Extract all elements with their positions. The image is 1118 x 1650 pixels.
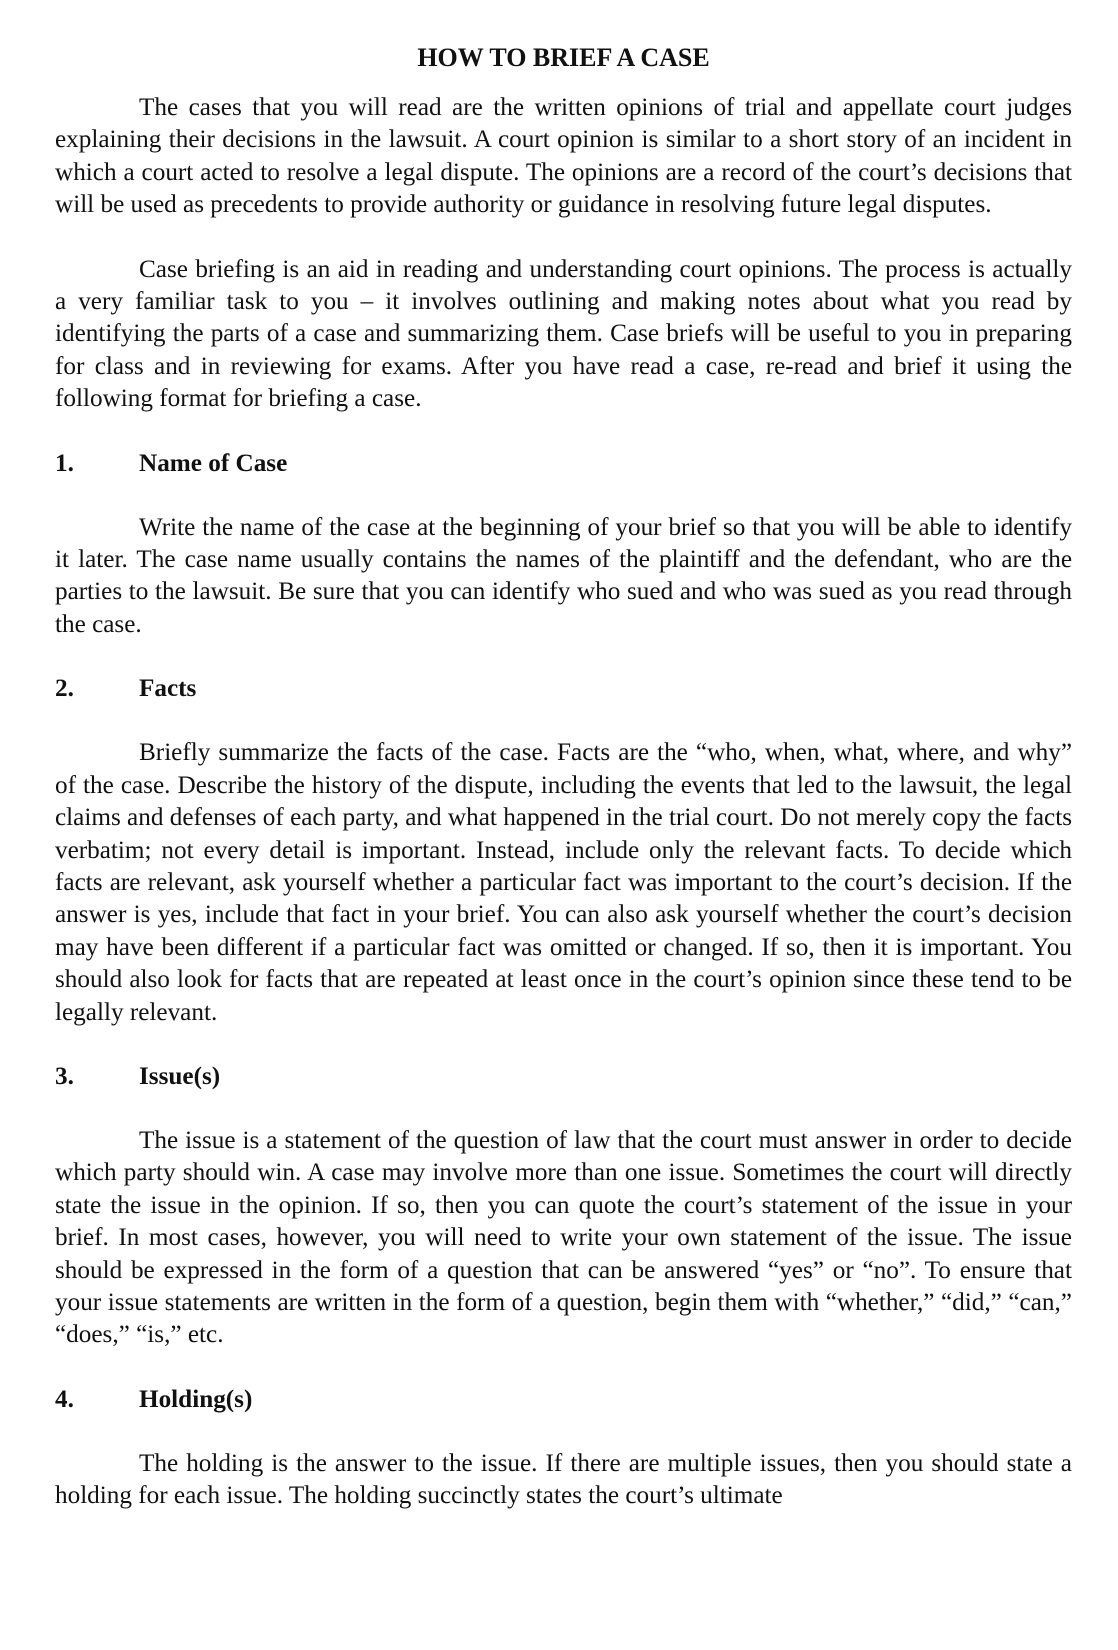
section-paragraph-issues: The issue is a statement of the question of law that the court must answer in order to decide which party should win. A case may involve more than one issue. Sometimes the court will directly state the issue in the opinion. If so, then you can quote the court’s statement of the issue in your brief. In most cases, however, you will need to write your own statement of the issue. The issue should be expressed in the form of a question that can be answered “yes” or “no”. To ensure that your issue statements are written in the form of a question, begin them with “whether,” “did,” “can,” “does,” “is,” etc. <box>55 1126 1072 1349</box>
section-number: 4. <box>55 1385 74 1413</box>
section-title: Holding(s) <box>139 1385 253 1413</box>
section-number: 3. <box>55 1062 74 1090</box>
section-heading-holdings <box>55 1384 1072 1416</box>
section-title: Facts <box>139 675 197 703</box>
section-heading-name-of-case <box>55 448 1072 480</box>
intro-paragraph-1: The cases that you will read are the written opinions of trial and appellate court judges explaining their decisions in the lawsuit. A court opinion is similar to a short story of an incident in which a court acted to resolve a legal dispute. The opinions are a record of the court’s decisions that will be used as precedents to provide authority or guidance in resolving future legal disputes. <box>55 94 1072 219</box>
section-paragraph-holdings: The holding is the answer to the issue. If there are multiple issues, then you should state a holding for each issue. The holding succinctly states the court’s ultimate <box>55 1449 1072 1510</box>
section-number: 1. <box>55 449 74 477</box>
section-title: Name of Case <box>139 449 288 477</box>
section-number: 2. <box>55 675 74 703</box>
section-paragraph-name-of-case: Write the name of the case at the beginning of your brief so that you will be able to identify it later. The case name usually contains the names of the plaintiff and the defendant, who are the parties to the lawsuit. Be sure that you can identify who sued and who was sued as you read through the case. <box>55 513 1072 638</box>
intro-paragraph-2: Case briefing is an aid in reading and understanding court opinions. The process is actually a very familiar task to you – it involves outlining and making notes about what you read by identifying the parts of a case and summarizing them. Case briefs will be useful to you in preparing for class and in reviewing for exams. After you have read a case, re-read and brief it using the following format for briefing a case. <box>55 255 1072 413</box>
section-heading-facts <box>55 673 1072 705</box>
section-heading-issues <box>55 1061 1072 1093</box>
document-page <box>55 42 1072 1513</box>
document-title: HOW TO BRIEF A CASE <box>417 43 710 72</box>
section-paragraph-facts: Briefly summarize the facts of the case. Facts are the “who, when, what, where, and why” of the case. Describe the history of the dispute, including the events that led to the lawsuit, the legal claims and defenses of each party, and what happened in the trial court. Do not merely copy the facts verbatim; not every detail is important. Instead, include only the relevant facts. To decide which facts are relevant, ask yourself whether a particular fact was important to the court’s decision. If the answer is yes, include that fact in your brief. You can also ask yourself whether the court’s decision may have been different if a particular fact was omitted or changed. If so, then it is important. You should also look for facts that are repeated at least once in the court’s opinion since these tend to be legally relevant. <box>55 739 1072 1026</box>
section-title: Issue(s) <box>139 1062 221 1090</box>
